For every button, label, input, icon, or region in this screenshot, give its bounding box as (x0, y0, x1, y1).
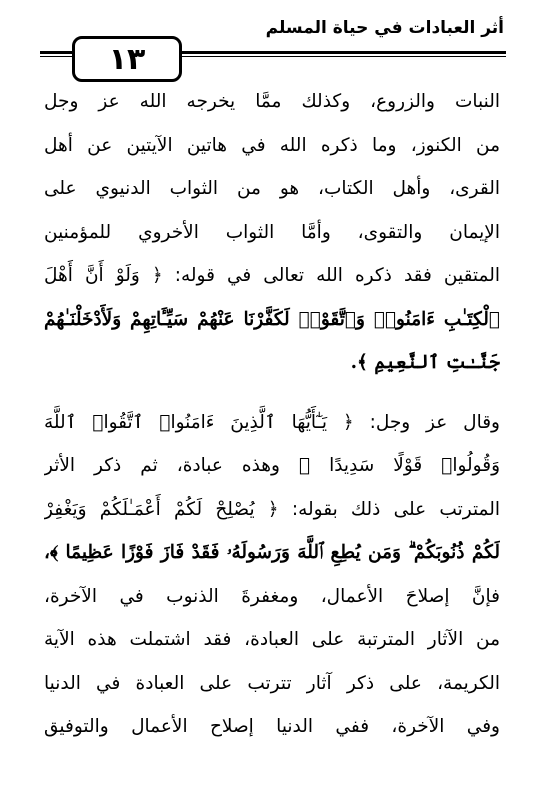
text-line: القرى، وأهل الكتاب، هو من الثواب الدنيوي على (44, 178, 500, 199)
text-line: المتقين فقد ذكره الله تعالى في قوله: ﴿ وَلَوْ أَنَّ أَهْلَ (44, 265, 500, 286)
text-line: وفي الآخرة، ففي الدنيا إصلاح الأعمال والتوفيق (44, 716, 500, 737)
quran-verse-line: لَكُمْ ذُنُوبَكُمْ ۗ وَمَن يُطِعِ ٱللَّهَ وَرَسُولَهُۥ فَقَدْ فَازَ فَوْزًا عَظِيمًا ﴾، (44, 542, 500, 563)
paragraph-gap (44, 385, 500, 401)
text-line: المترتب على ذلك بقوله: ﴿ يُصْلِحْ لَكُمْ أَعْمَـٰلَكُمْ وَيَغْفِرْ (44, 498, 500, 520)
body-text (44, 80, 500, 749)
text-line: وقال عز وجل: ﴿ يَـٰٓأَيُّهَا ٱلَّذِينَ ءَامَنُوا۟ ٱتَّقُوا۟ ٱللَّهَ (44, 411, 500, 433)
quran-verse-line: جَنَّـٰتِ ٱلنَّعِيمِ ﴾. (350, 352, 500, 373)
page-header (40, 16, 506, 77)
quran-verse-line: ٱلْكِتَـٰبِ ءَامَنُوا۟ وَٱتَّقَوْا۟ لَكَفَّرْنَا عَنْهُمْ سَيِّـَٔاتِهِمْ وَلَأَدْخَلْنَـٰهُمْ (44, 308, 500, 330)
text-line: النبات والزروع، وكذلك ممَّا يخرجه الله عز وجل (44, 91, 500, 112)
text-line: من الكنوز، وما ذكره الله في هاتين الآيتين عن أهل (44, 134, 500, 156)
running-title: أثر العبادات في حياة المسلم (265, 18, 504, 38)
text-line: الإيمان والتقوى، وأمَّا الثواب الأخروي للمؤمنين (44, 221, 500, 243)
page-number: ١٣ (72, 36, 182, 82)
text-line: وَقُولُوا۟ قَوْلًا سَدِيدًا ﴾ وهذه عبادة، ثم ذكر الأثر (44, 455, 500, 476)
text-line: الكريمة، على ذكر آثار تترتب على العبادة في الدنيا (44, 672, 500, 694)
text-line: من الآثار المترتبة على العبادة، فقد اشتملت هذه الآية (44, 629, 500, 650)
text-line: فإنَّ إصلاحَ الأعمال، ومغفرةَ الذنوب في الآخرة، (44, 585, 500, 607)
